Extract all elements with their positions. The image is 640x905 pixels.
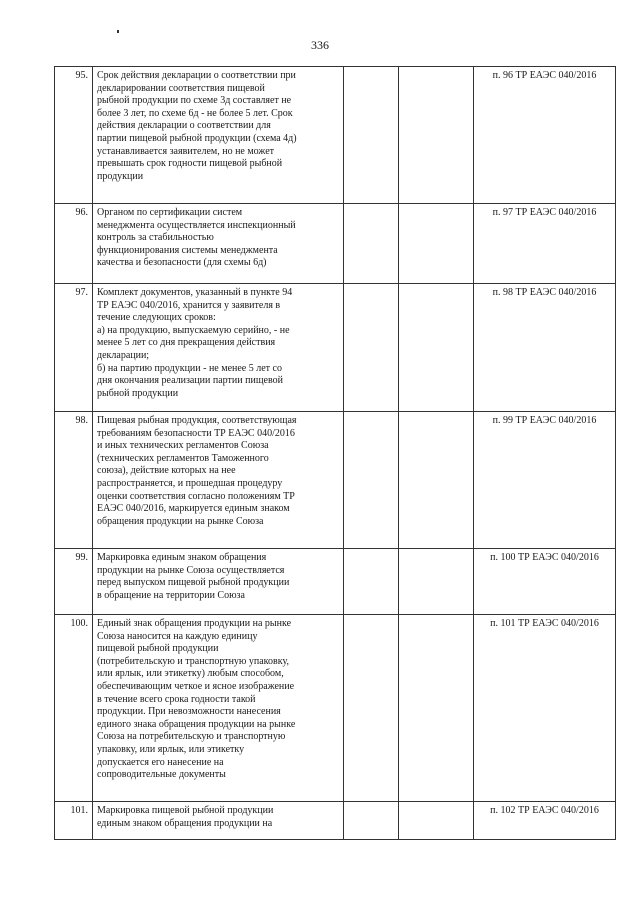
scan-speck	[117, 30, 119, 33]
row-reference: п. 101 ТР ЕАЭС 040/2016	[474, 615, 616, 802]
row-number: 99.	[55, 549, 93, 615]
table-row	[55, 284, 616, 412]
table-row	[55, 67, 616, 204]
table-row	[55, 412, 616, 549]
empty-cell	[344, 802, 399, 840]
row-number: 100.	[55, 615, 93, 802]
empty-cell	[399, 802, 474, 840]
row-reference: п. 100 ТР ЕАЭС 040/2016	[474, 549, 616, 615]
row-reference: п. 97 ТР ЕАЭС 040/2016	[474, 204, 616, 284]
row-requirement-text: Пищевая рыбная продукция, соответствующая требованиям безопасности ТР ЕАЭС 040/2016 и иных технических регламентов Союза (технических регламентов Таможенного союза), действие которых на нее распространяется, и прошедшая процедуру оценки соответствия согласно положениям ТР ЕАЭС 040/2016, маркируется единым знаком обращения продукции на рынке Союза	[93, 412, 344, 549]
empty-cell	[344, 67, 399, 204]
row-reference: п. 102 ТР ЕАЭС 040/2016	[474, 802, 616, 840]
table-row	[55, 802, 616, 840]
empty-cell	[344, 284, 399, 412]
empty-cell	[399, 412, 474, 549]
empty-cell	[399, 549, 474, 615]
empty-cell	[344, 615, 399, 802]
row-reference: п. 99 ТР ЕАЭС 040/2016	[474, 412, 616, 549]
empty-cell	[399, 284, 474, 412]
row-reference: п. 98 ТР ЕАЭС 040/2016	[474, 284, 616, 412]
table-row	[55, 615, 616, 802]
empty-cell	[399, 204, 474, 284]
empty-cell	[344, 549, 399, 615]
row-requirement-text: Маркировка пищевой рыбной продукции единым знаком обращения продукции на	[93, 802, 344, 840]
table-row	[55, 549, 616, 615]
empty-cell	[399, 67, 474, 204]
row-requirement-text: Органом по сертификации систем менеджмента осуществляется инспекционный контроль за стабильностью функционирования системы менеджмента качества и безопасности (для схемы 6д)	[93, 204, 344, 284]
row-requirement-text: Комплект документов, указанный в пункте 94 ТР ЕАЭС 040/2016, хранится у заявителя в течение следующих сроков: а) на продукцию, выпускаемую серийно, - не менее 5 лет со дня прекращения действия декларации; б) на партию продукции - не менее 5 лет со дня окончания реализации партии пищевой рыбной продукции	[93, 284, 344, 412]
empty-cell	[399, 615, 474, 802]
empty-cell	[344, 412, 399, 549]
row-number: 96.	[55, 204, 93, 284]
table-row	[55, 204, 616, 284]
row-number: 98.	[55, 412, 93, 549]
row-requirement-text: Маркировка единым знаком обращения продукции на рынке Союза осуществляется перед выпуском пищевой рыбной продукции в обращение на территории Союза	[93, 549, 344, 615]
row-number: 95.	[55, 67, 93, 204]
requirements-table	[54, 66, 616, 840]
row-number: 101.	[55, 802, 93, 840]
page-number: 336	[311, 38, 329, 52]
row-reference: п. 96 ТР ЕАЭС 040/2016	[474, 67, 616, 204]
row-requirement-text: Единый знак обращения продукции на рынке Союза наносится на каждую единицу пищевой рыбной продукции (потребительскую и транспортную упаковку, или ярлык, или этикетку) любым способом, обеспечивающим четкое и ясное изображение в течение всего срока годности такой продукции. При невозможности нанесения единого знака обращения продукции на рынке Союза на потребительскую и транспортную упаковку, или ярлык, или этикетку допускается его нанесение на сопроводительные документы	[93, 615, 344, 802]
empty-cell	[344, 204, 399, 284]
row-number: 97.	[55, 284, 93, 412]
row-requirement-text: Срок действия декларации о соответствии при декларировании соответствия пищевой рыбной продукции по схеме 3д составляет не более 3 лет, по схеме 6д - не более 5 лет. Срок действия декларации о соответствии для партии пищевой рыбной продукции (схема 4д) устанавливается заявителем, но не может превышать срок годности пищевой рыбной продукции	[93, 67, 344, 204]
